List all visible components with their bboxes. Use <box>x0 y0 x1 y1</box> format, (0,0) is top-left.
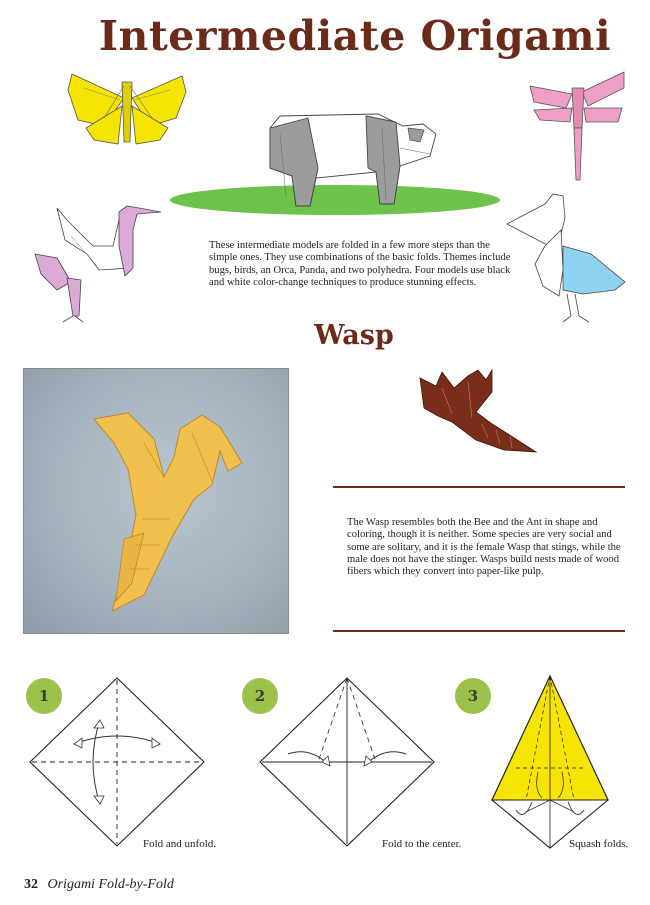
description-top-rule <box>333 486 625 488</box>
stork-model <box>505 190 632 325</box>
wasp-photo <box>23 368 289 634</box>
book-title: Origami Fold-by-Fold <box>47 877 174 892</box>
panda-model <box>168 108 503 213</box>
description-bottom-rule <box>333 630 625 632</box>
intro-paragraph: These intermediate models are folded in a few more steps than the simple ones. They use combinations of the basic folds. Themes include bugs, birds, an Orca, Panda, and two polyhedra. Four models use black and white color-change techniques to produce stunning effects. <box>209 240 511 288</box>
step-3-diagram <box>486 672 616 852</box>
step-2-caption: Fold to the center. <box>382 838 462 850</box>
section-title: Wasp <box>314 320 394 351</box>
wasp-description: The Wasp resembles both the Bee and the Ant in shape and coloring, though it is neither. Some species are very social and some are solitary, and it is the female Wasp that stings, while the male does not have the stinger. Wasps build nests made of wood fibers which they convert into paper-like pulp. <box>347 517 621 578</box>
page-title: Intermediate Origami <box>98 12 612 60</box>
step-1-badge: 1 <box>26 678 62 714</box>
step-2-diagram <box>258 676 436 848</box>
step-2-badge: 2 <box>242 678 278 714</box>
page-footer <box>24 877 174 893</box>
crane-model <box>27 200 164 325</box>
wasp-photo-model <box>24 369 288 633</box>
wasp-diagram <box>412 368 542 458</box>
page-number: 32 <box>24 877 38 892</box>
step-3-caption: Squash folds. <box>569 838 629 850</box>
step-1-caption: Fold and unfold. <box>143 838 217 850</box>
step-1-diagram <box>28 676 206 848</box>
dragonfly-model <box>526 68 630 182</box>
step-3-badge: 3 <box>455 678 491 714</box>
